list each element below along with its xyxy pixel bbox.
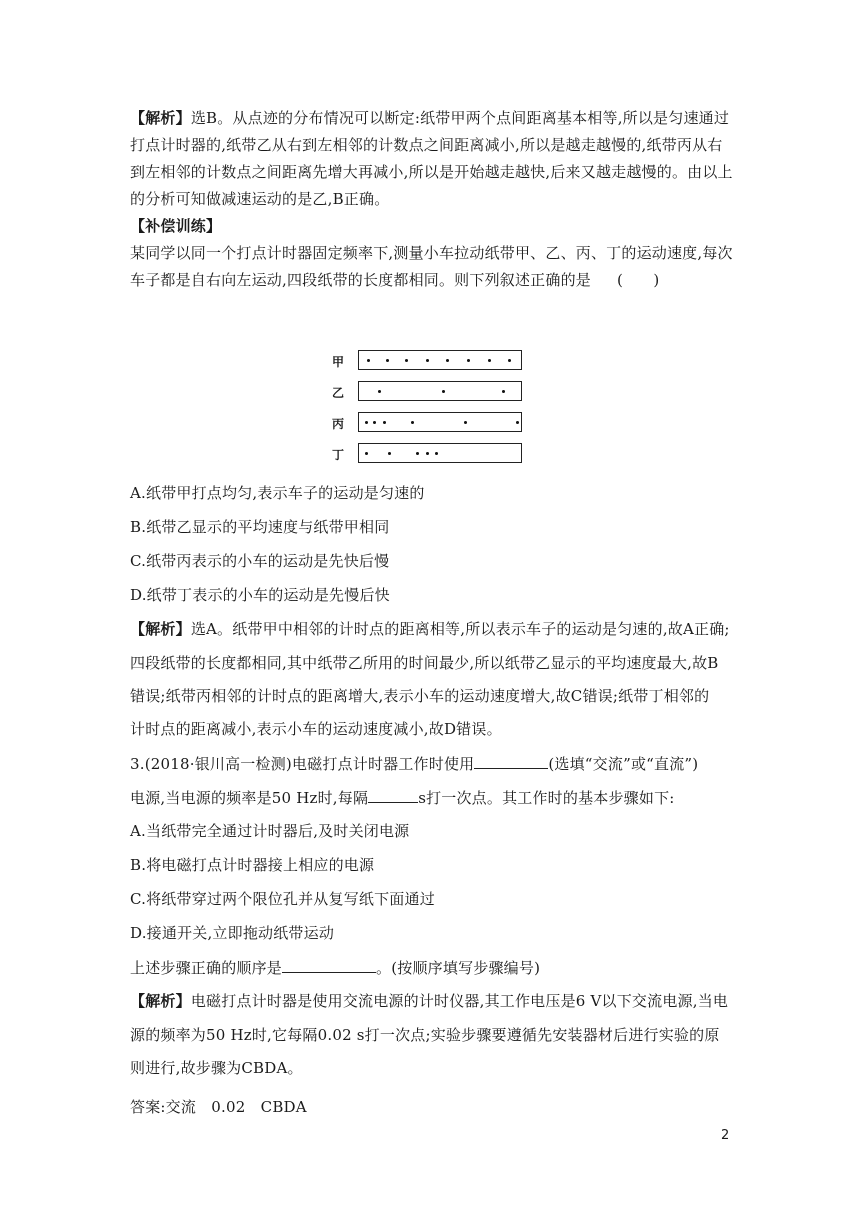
tape-label: 乙 (332, 386, 345, 400)
tape-dot (435, 452, 438, 455)
analysis-paragraph-line: 【解析】电磁打点计时器是使用交流电源的计时仪器,其工作电压是6 V以下交流电源,当电 (130, 992, 729, 1010)
tape-dot (378, 390, 381, 393)
option-b: B.纸带乙显示的平均速度与纸带甲相同 (130, 518, 390, 536)
question-3-line: 电源,当电源的频率是50 Hz时,每隔 s打一次点。其工作时的基本步骤如下: (130, 789, 675, 807)
tape-dot (442, 390, 445, 393)
tape-dot (411, 421, 414, 424)
step-c: C.将纸带穿过两个限位孔并从复写纸下面通过 (130, 890, 435, 908)
tape-dot (373, 421, 376, 424)
option-a: A.纸带甲打点均匀,表示车子的运动是匀速的 (130, 484, 425, 502)
step-d: D.接通开关,立即拖动纸带运动 (130, 924, 335, 942)
analysis-paragraph-line: 错误;纸带丙相邻的计时点的距离增大,表示小车的运动速度增大,故C错误;纸带丁相邻的 (130, 687, 710, 705)
tape-dot (383, 421, 386, 424)
tape-dot (426, 359, 429, 362)
question-stem-line: 车子都是自右向左运动,四段纸带的长度都相同。则下列叙述正确的是 ( ) (130, 271, 660, 289)
tape-dot (446, 359, 449, 362)
tape-dot (502, 390, 505, 393)
question-3-line: 3.(2018·银川高一检测)电磁打点计时器工作时使用 (选填“交流”或“直流”) (130, 755, 699, 773)
tape-dot (516, 421, 519, 424)
analysis-paragraph-line: 的分析可知做减速运动的是乙,B正确。 (130, 190, 390, 208)
tape-dot (416, 452, 419, 455)
tape-dot (388, 452, 391, 455)
analysis-label: 【解析】 (130, 620, 191, 638)
analysis-paragraph-line: 四段纸带的长度都相同,其中纸带乙所用的时间最少,所以纸带乙显示的平均速度最大,故B (130, 654, 719, 672)
analysis-label: 【解析】 (130, 992, 191, 1010)
analysis-paragraph-line: 则进行,故步骤为CBDA。 (130, 1059, 303, 1077)
analysis-paragraph-line: 到左相邻的计数点之间距离先增大再减小,所以是开始越走越快,后来又越走越慢的。由以上 (130, 163, 733, 181)
answer-bracket: ( ) (616, 271, 660, 289)
paper-tape-figure (332, 350, 532, 468)
tape-dot (405, 359, 408, 362)
tape-label: 丁 (332, 448, 345, 462)
step-a: A.当纸带完全通过计时器后,及时关闭电源 (130, 822, 410, 840)
paper-tape (358, 350, 522, 370)
tape-dot (365, 452, 368, 455)
blank-current-type (474, 753, 548, 769)
tape-dot (426, 452, 429, 455)
analysis-paragraph-line: 【解析】选B。从点迹的分布情况可以断定:纸带甲两个点间距离基本相等,所以是匀速通过 (130, 109, 730, 127)
tape-row-jia (332, 350, 532, 374)
analysis-paragraph-line: 计时点的距离减小,表示小车的运动速度减小,故D错误。 (130, 720, 502, 738)
analysis-label: 【解析】 (130, 109, 191, 127)
tape-dot (467, 359, 470, 362)
tape-label: 丙 (332, 417, 345, 431)
tape-dot (488, 359, 491, 362)
answer-line: 答案:交流 0.02 CBDA (130, 1098, 307, 1116)
blank-order (282, 957, 376, 973)
paper-tape (358, 443, 522, 463)
option-d: D.纸带丁表示的小车的运动是先慢后快 (130, 586, 390, 604)
paper-tape (358, 412, 522, 432)
tape-dot (365, 421, 368, 424)
blank-interval (368, 787, 418, 803)
tape-row-bing (332, 412, 532, 436)
tape-dot (386, 359, 389, 362)
page-number: 2 (721, 1128, 730, 1143)
analysis-paragraph-line: 【解析】选A。纸带甲中相邻的计时点的距离相等,所以表示车子的运动是匀速的,故A正确; (130, 620, 730, 638)
option-c: C.纸带丙表示的小车的运动是先快后慢 (130, 552, 390, 570)
analysis-paragraph-line: 打点计时器的,纸带乙从右到左相邻的计数点之间距离减小,所以是越走越慢的,纸带丙从右 (130, 136, 723, 154)
paper-tape (358, 381, 522, 401)
question-stem-line: 某同学以同一个打点计时器固定频率下,测量小车拉动纸带甲、乙、丙、丁的运动速度,每次 (130, 244, 733, 262)
order-question-line: 上述步骤正确的顺序是 。(按顺序填写步骤编号) (130, 959, 541, 977)
tape-dot (464, 421, 467, 424)
step-b: B.将电磁打点计时器接上相应的电源 (130, 856, 375, 874)
tape-label: 甲 (332, 355, 345, 369)
tape-dot (367, 359, 370, 362)
tape-row-ding (332, 443, 532, 467)
analysis-paragraph-line: 源的频率为50 Hz时,它每隔0.02 s打一次点;实验步骤要遵循先安装器材后进行实验的原 (130, 1026, 720, 1044)
tape-row-yi (332, 381, 532, 405)
practice-heading: 【补偿训练】 (130, 217, 222, 235)
tape-dot (508, 359, 511, 362)
